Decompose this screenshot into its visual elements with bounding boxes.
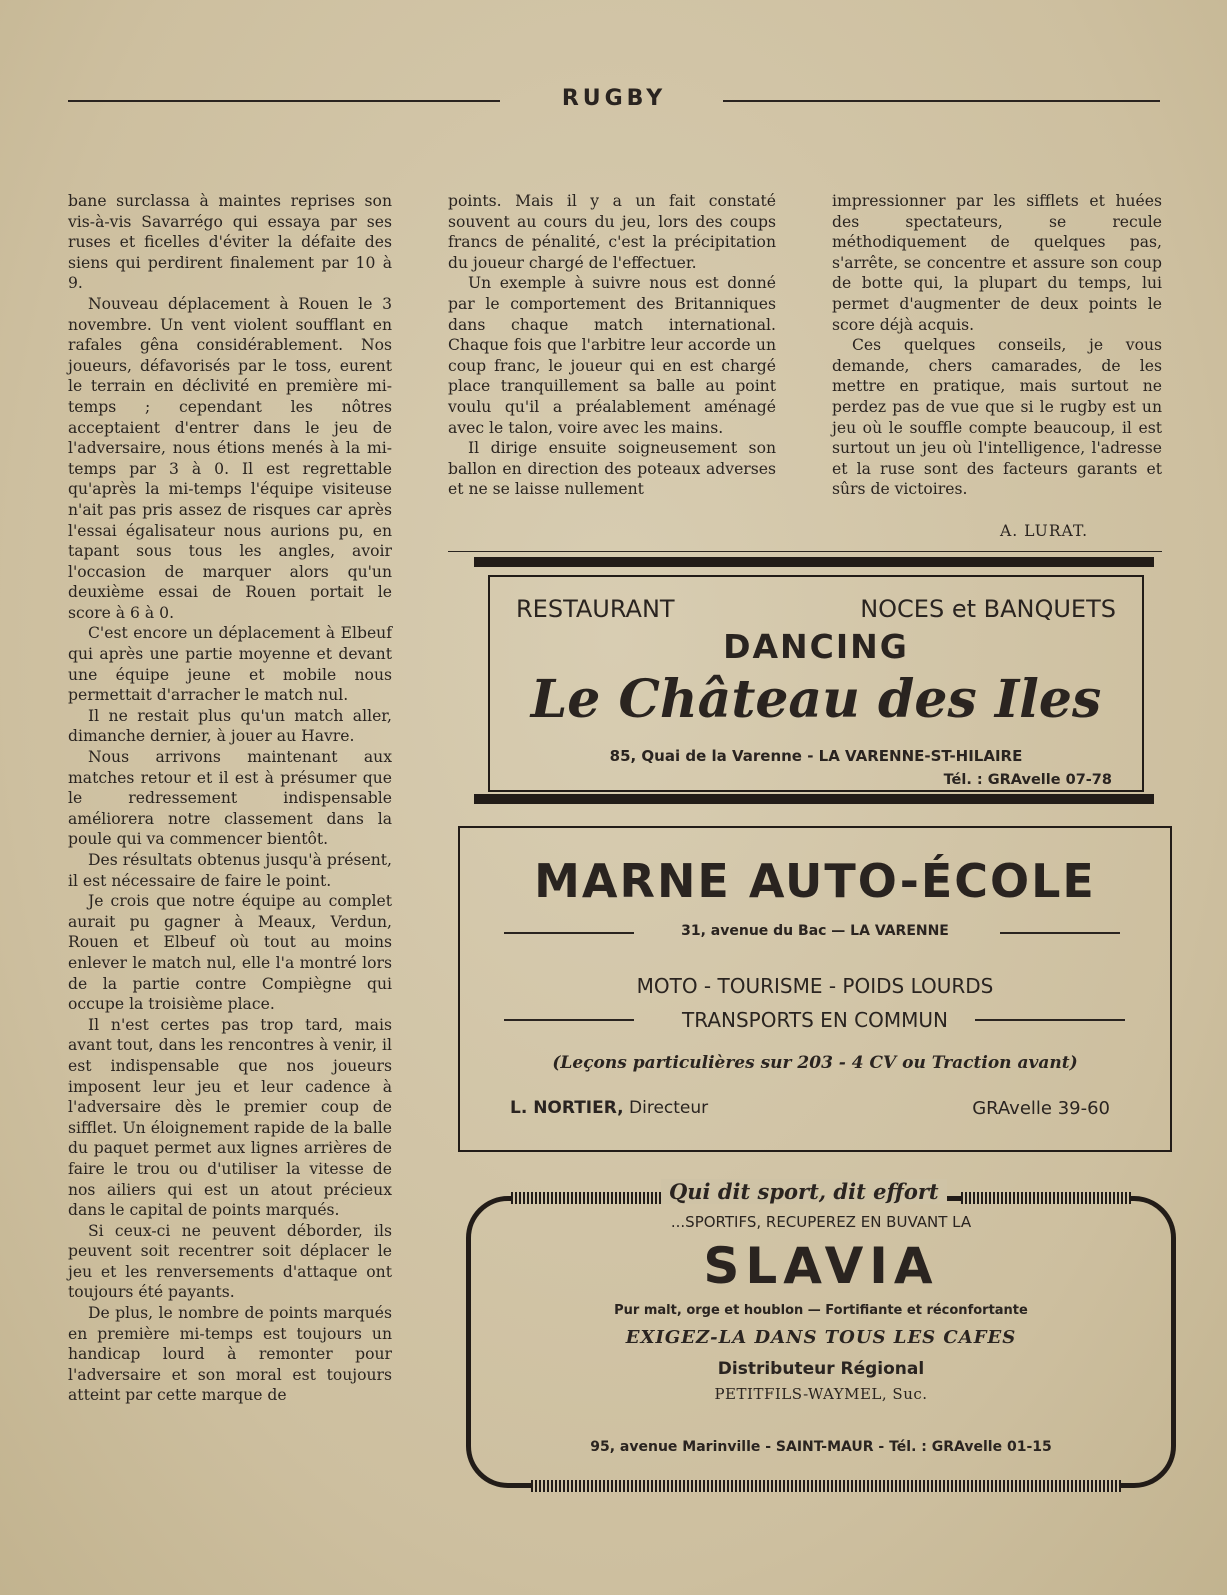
hatch-decoration — [531, 1480, 1121, 1492]
article-divider — [448, 551, 1162, 552]
ad-tagline: ...SPORTIFS, RECUPEREZ EN BUVANT LA — [670, 1213, 972, 1231]
paragraph: Nous arrivons maintenant aux matches retour et il est à présumer que le redressement indispensable améliorera notre classement dans la poule qui va commencer bientôt. — [68, 748, 392, 849]
director-name: L. NORTIER, — [510, 1098, 624, 1118]
paragraph: bane surclassa à maintes reprises son vis-à-vis Savarrégo qui essaya par ses ruses et ficelles d'éviter la défaite des siens qui perdirent finalement par 10 à 9. — [68, 192, 392, 293]
section-title: RUGBY — [561, 86, 667, 111]
paragraph: Nouveau déplacement à Rouen le 3 novembre. Un vent violent soufflant en rafales gêna considérablement. Nos joueurs, défavorisés par le toss, eurent le terrain en déclivité en première mi-temps ; cependant les nôtres acceptaient d'entrer dans le jeu de l'adversaire, nous étions menés à la mi-temps par 3 à 0. Il est regrettable qu'après la mi-temps l'équipe visiteuse n'ait pas pris assez de risques car après l'essai égalisateur nous aurions pu, en tapant sous tous les angles, avoir l'occasion de marquer alors qu'un deuxième essai de Rouen portait le score à 6 à 0. — [68, 294, 392, 622]
divider-line — [975, 1019, 1125, 1021]
paragraph: Des résultats obtenus jusqu'à présent, il est nécessaire de faire le point. — [68, 851, 392, 890]
ad-noces-label: NOCES et BANQUETS — [860, 595, 1116, 623]
paragraph: Il ne restait plus qu'un match aller, dimanche dernier, à jouer au Havre. — [68, 706, 392, 746]
paragraph: Il n'est certes pas trop tard, mais avant tout, dans les rencontres à venir, il est indispensable que nos joueurs imposent leur jeu et leur cadence à l'adversaire dès le premier coup de sifflet. Un éloignement rapide de la balle du paquet permet aux lignes arrières de faire le trou ou d'utiliser la vitesse de nos ailiers qui est un atout précieux dans le capital de points marqués. — [68, 1015, 392, 1220]
ad-transports: TRANSPORTS EN COMMUN — [682, 1008, 948, 1032]
ad-address: 95, avenue Marinville - SAINT-MAUR - Tél. : GRAvelle 01-15 — [590, 1439, 1052, 1455]
ad-successor: PETITFILS-WAYMEL, Suc. — [714, 1385, 928, 1403]
ad-slogan: Qui dit sport, dit effort — [661, 1179, 947, 1204]
ad-address: 85, Quai de la Varenne - LA VARENNE-ST-HILAIRE — [609, 747, 1023, 765]
ad-exigez: EXIGEZ-LA DANS TOUS LES CAFES — [625, 1327, 1017, 1348]
paragraph: Ces quelques conseils, je vous demande, chers camarades, de les mettre en pratique, mais surtout ne perdez pas de vue que si le rugby est un jeu où le souffle compte beaucoup, il est surtout un jeu où l'intelligence, l'adresse et la ruse sont des facteurs garants et sûrs de victoires. — [832, 336, 1162, 499]
author-signature: A. LURAT. — [1000, 522, 1089, 540]
ad-lessons: (Leçons particulières sur 203 - 4 CV ou Traction avant) — [552, 1053, 1078, 1073]
ad-ingredients: Pur malt, orge et houblon — Fortifiante et réconfortante — [614, 1303, 1028, 1318]
ad-brand: SLAVIA — [703, 1237, 939, 1295]
article-column-2 — [448, 191, 776, 500]
paragraph: Il dirige ensuite soigneusement son ballon en direction des poteaux adverses et ne se laisse nullement — [448, 439, 776, 499]
paragraph: De plus, le nombre de points marqués en première mi-temps est toujours un handicap lourd à remonter pour l'adversaire et son moral est toujours atteint par cette marque de — [68, 1304, 392, 1405]
header-rule-right — [723, 100, 1160, 102]
ad-border-top — [474, 557, 1154, 567]
ad-restaurant-label: RESTAURANT — [516, 595, 675, 623]
hatch-decoration — [511, 1192, 661, 1204]
ad-school-name: MARNE AUTO-ÉCOLE — [534, 854, 1096, 908]
header-rule-left — [68, 100, 500, 102]
ad-services: MOTO - TOURISME - POIDS LOURDS — [636, 974, 994, 998]
article-column-3 — [832, 191, 1162, 500]
ad-frame — [488, 575, 1144, 792]
section-header — [68, 86, 1160, 116]
ad-venue-name: Le Château des Iles — [530, 669, 1102, 730]
paragraph: Un exemple à suivre nous est donné par le comportement des Britanniques dans chaque match international. Chaque fois que l'arbitre leur accorde un coup franc, le joueur qui en est chargé place tranquillement sa balle au point voulu qu'il a préalablement aménagé avec le talon, voire avec les mains. — [448, 274, 776, 437]
ad-phone: Tél. : GRAvelle 07-78 — [943, 772, 1112, 788]
ad-slavia — [466, 1179, 1176, 1488]
director-title: Directeur — [629, 1098, 709, 1118]
ad-distributor: Distributeur Régional — [717, 1359, 925, 1379]
paragraph: impressionner par les sifflets et huées des spectateurs, se recule méthodiquement de quelques pas, s'arrête, se concentre et assure son coup de botte qui, la plupart du temps, lui permet d'augmenter de deux points le score déjà acquis. — [832, 192, 1162, 334]
ad-marne-auto-ecole — [458, 826, 1172, 1152]
ad-border-bottom — [474, 794, 1154, 804]
ad-dancing-label: DANCING — [723, 627, 909, 666]
paragraph: Je crois que notre équipe au complet aurait pu gagner à Meaux, Verdun, Rouen et Elbeuf où tout au moins enlever le match nul, elle l'a montré lors de la partie contre Compiègne qui occupe la troisième place. — [68, 892, 392, 1014]
divider-line — [1000, 932, 1120, 934]
paragraph: points. Mais il y a un fait constaté souvent au cours du jeu, lors des coups francs de pénalité, c'est la précipitation du joueur chargé de l'effectuer. — [448, 192, 776, 272]
ad-director — [510, 1098, 708, 1118]
paragraph: C'est encore un déplacement à Elbeuf qui après une partie moyenne et devant une équipe jeune et mobile nous permettait d'arracher le match nul. — [68, 624, 392, 705]
ad-phone: GRAvelle 39-60 — [972, 1098, 1110, 1119]
ad-chateau-des-iles — [474, 557, 1154, 807]
article-column-1 — [68, 191, 392, 1406]
ad-address: 31, avenue du Bac — LA VARENNE — [681, 923, 949, 939]
paragraph: Si ceux-ci ne peuvent déborder, ils peuvent soit recentrer soit déplacer le jeu et les renversements d'attaque ont toujours été payants. — [68, 1221, 392, 1302]
hatch-decoration — [961, 1192, 1131, 1204]
